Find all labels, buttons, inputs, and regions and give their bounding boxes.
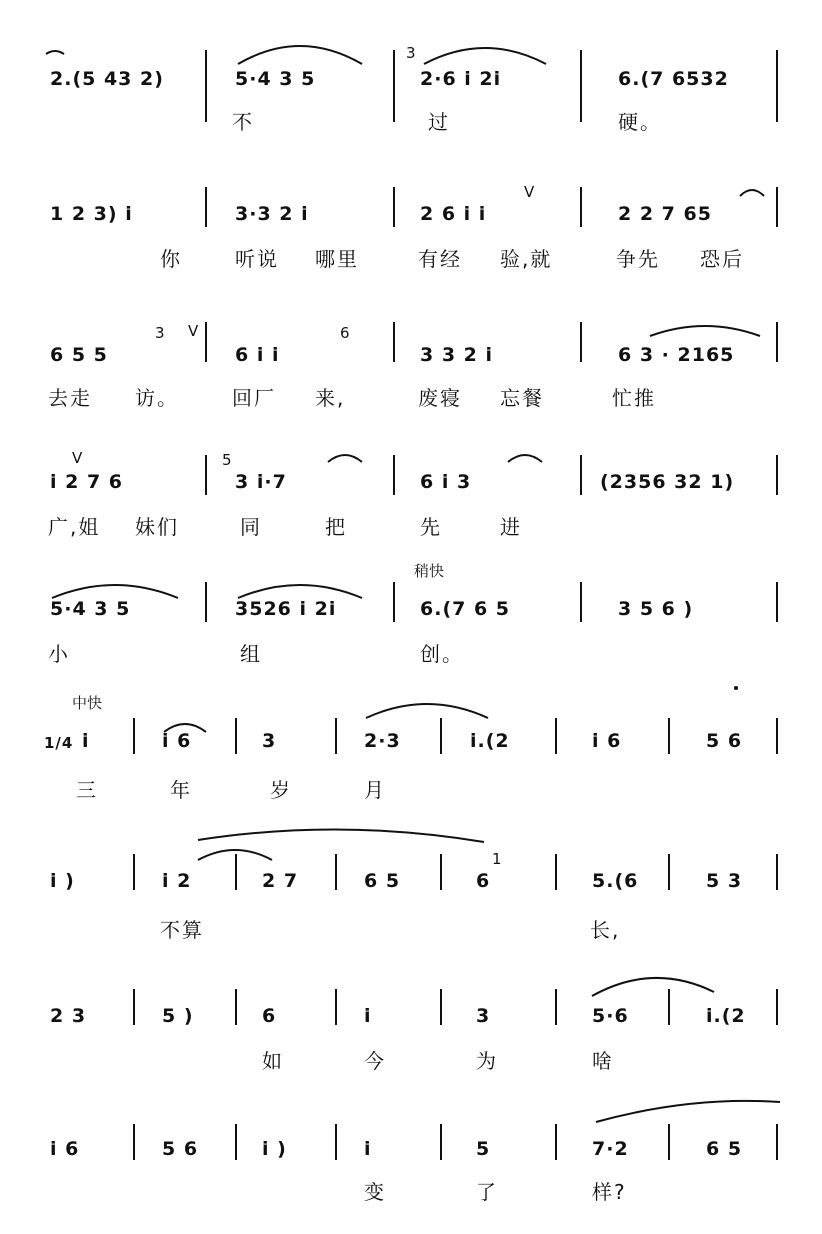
barline	[555, 989, 557, 1025]
lyric: 过	[428, 110, 450, 134]
measure-3-3: 3 3 2 i	[420, 344, 494, 366]
lyric: 不算	[160, 918, 204, 942]
measure-1-1: 2.(5 43 2)	[50, 68, 164, 90]
barline	[133, 718, 135, 754]
lyric: 忙推	[612, 386, 656, 410]
measure-6-7: 5 6	[706, 730, 743, 752]
measure-9-3: i )	[262, 1138, 287, 1160]
measure-2-1: 1 2 3) i	[50, 203, 133, 225]
measure-1-2: 5·4 3 5	[235, 68, 316, 90]
staff-row-5	[0, 560, 822, 670]
barline	[235, 718, 237, 754]
barline	[668, 989, 670, 1025]
barline	[393, 50, 395, 122]
barline	[668, 718, 670, 754]
barline	[580, 455, 582, 495]
staff-row-6	[0, 690, 822, 800]
measure-7-6: 5.(6	[592, 870, 639, 892]
lyric: 去走	[48, 386, 92, 410]
barline	[393, 187, 395, 227]
measure-7-3: 2 7	[262, 870, 299, 892]
measure-8-4: i	[364, 1005, 372, 1027]
lyric: 忘餐	[500, 386, 544, 410]
lyric: 进	[500, 515, 522, 539]
measure-2-4: 2 2 7 65	[618, 203, 712, 225]
lyric: 广,姐	[48, 515, 101, 539]
barline	[205, 50, 207, 122]
lyric: 长,	[590, 918, 621, 942]
lyric: 创。	[420, 642, 464, 666]
lyric: 哪里	[315, 247, 359, 271]
measure-8-7: i.(2	[706, 1005, 746, 1027]
barline	[393, 455, 395, 495]
measure-9-6: 7·2	[592, 1138, 629, 1160]
tempo-marking: 中快	[72, 694, 103, 712]
barline	[205, 455, 207, 495]
barline	[440, 989, 442, 1025]
staff-row-4	[0, 435, 822, 539]
barline	[335, 1124, 337, 1160]
barline	[776, 187, 778, 227]
barline	[335, 854, 337, 890]
time-signature: 1/4	[44, 734, 74, 752]
measure-8-5: 3	[476, 1005, 491, 1027]
grace-note: 5	[222, 451, 232, 469]
measure-7-4: 6 5	[364, 870, 401, 892]
measure-8-3: 6	[262, 1005, 277, 1027]
barline	[776, 854, 778, 890]
barline	[555, 854, 557, 890]
grace-note: 1	[492, 850, 502, 868]
lyric: 样?	[592, 1180, 627, 1204]
barline	[776, 718, 778, 754]
lyric: 回厂	[232, 386, 276, 410]
measure-5-3: 6.(7 6 5	[420, 598, 511, 620]
barline	[668, 854, 670, 890]
lyric: 硬。	[618, 110, 662, 134]
grace-note: 6	[340, 324, 350, 342]
measure-3-1: 6 5 5	[50, 344, 108, 366]
barline	[235, 1124, 237, 1160]
lyric: 妹们	[135, 515, 179, 539]
barline	[133, 854, 135, 890]
measure-7-5: 6	[476, 870, 491, 892]
lyric: 你	[160, 247, 182, 271]
measure-5-4: 3 5 6 )	[618, 598, 694, 620]
lyric: 恐后	[700, 247, 744, 271]
barline	[440, 1124, 442, 1160]
barline	[555, 718, 557, 754]
breath-mark: V	[524, 183, 535, 201]
barline	[555, 1124, 557, 1160]
barline	[776, 322, 778, 362]
barline	[235, 989, 237, 1025]
lyric: 听说	[235, 247, 279, 271]
lyric: 年	[170, 778, 192, 802]
lyric: 三	[76, 778, 98, 802]
barline	[205, 322, 207, 362]
measure-6-1: i	[82, 730, 90, 752]
barline	[335, 989, 337, 1025]
measure-7-7: 5 3	[706, 870, 743, 892]
measure-7-2: i 2	[162, 870, 192, 892]
measure-1-4: 6.(7 6532	[618, 68, 729, 90]
lyric: 废寝	[418, 386, 462, 410]
grace-note: 3	[155, 324, 165, 342]
barline	[580, 50, 582, 122]
staff-row-9	[0, 1100, 822, 1210]
measure-5-2: 3526 i 2i	[235, 598, 337, 620]
tempo-marking: 稍快	[414, 562, 445, 580]
breath-mark: V	[188, 322, 199, 340]
measure-6-3: 3	[262, 730, 277, 752]
lyric: 为	[476, 1049, 498, 1073]
lyric: 把	[325, 515, 347, 539]
measure-9-5: 5	[476, 1138, 491, 1160]
measure-8-2: 5 )	[162, 1005, 194, 1027]
barline	[393, 582, 395, 622]
lyric: 不	[232, 110, 254, 134]
barline	[580, 322, 582, 362]
barline	[580, 582, 582, 622]
lyric: 岁	[270, 778, 292, 802]
measure-4-3: 6 i 3	[420, 471, 472, 493]
grace-note: 3	[406, 44, 416, 62]
barline	[205, 582, 207, 622]
lyric: 今	[364, 1049, 386, 1073]
measure-9-4: i	[364, 1138, 372, 1160]
barline	[235, 854, 237, 890]
staff-row-3	[0, 300, 822, 410]
lyric: 来,	[315, 386, 346, 410]
lyric: 有经	[418, 247, 462, 271]
barline	[335, 718, 337, 754]
lyric: 小	[48, 642, 70, 666]
lyric: 先	[420, 515, 442, 539]
measure-6-6: i 6	[592, 730, 622, 752]
staff-row-1	[0, 30, 822, 134]
measure-6-2: i 6	[162, 730, 192, 752]
measure-7-1: i )	[50, 870, 75, 892]
measure-4-2: 3 i·7	[235, 471, 287, 493]
measure-9-1: i 6	[50, 1138, 80, 1160]
measure-9-2: 5 6	[162, 1138, 199, 1160]
measure-3-2: 6 i i	[235, 344, 280, 366]
barline	[133, 1124, 135, 1160]
barline	[668, 1124, 670, 1160]
barline	[580, 187, 582, 227]
barline	[133, 989, 135, 1025]
measure-5-1: 5·4 3 5	[50, 598, 131, 620]
lyric: 啥	[592, 1049, 614, 1073]
staff-row-8	[0, 965, 822, 1075]
lyric: 组	[240, 642, 262, 666]
lyric: 月	[364, 778, 386, 802]
measure-2-2: 3·3 2 i	[235, 203, 309, 225]
measure-4-4: (2356 32 1)	[600, 471, 735, 493]
lyric: 访。	[135, 386, 179, 410]
lyric: 了	[476, 1180, 498, 1204]
measure-6-5: i.(2	[470, 730, 510, 752]
measure-6-4: 2·3	[364, 730, 401, 752]
barline	[440, 854, 442, 890]
staff-row-2	[0, 165, 822, 271]
lyric: 同	[240, 515, 262, 539]
measure-4-1: i 2 7 6	[50, 471, 124, 493]
barline	[776, 989, 778, 1025]
measure-3-4: 6 3 · 2165	[618, 344, 735, 366]
barline	[776, 1124, 778, 1160]
barline	[776, 455, 778, 495]
breath-mark: V	[72, 449, 83, 467]
measure-8-6: 5·6	[592, 1005, 629, 1027]
barline	[776, 582, 778, 622]
measure-9-7: 6 5	[706, 1138, 743, 1160]
staff-row-7	[0, 830, 822, 940]
lyric: 变	[364, 1180, 386, 1204]
barline	[393, 322, 395, 362]
measure-1-3: 2·6 i 2i	[420, 68, 502, 90]
measure-2-3: 2 6 i i	[420, 203, 487, 225]
barline	[205, 187, 207, 227]
lyric: 验,就	[500, 247, 553, 271]
measure-8-1: 2 3	[50, 1005, 87, 1027]
lyric: 争先	[616, 247, 660, 271]
barline	[776, 50, 778, 122]
barline	[440, 718, 442, 754]
lyric: 如	[262, 1049, 284, 1073]
